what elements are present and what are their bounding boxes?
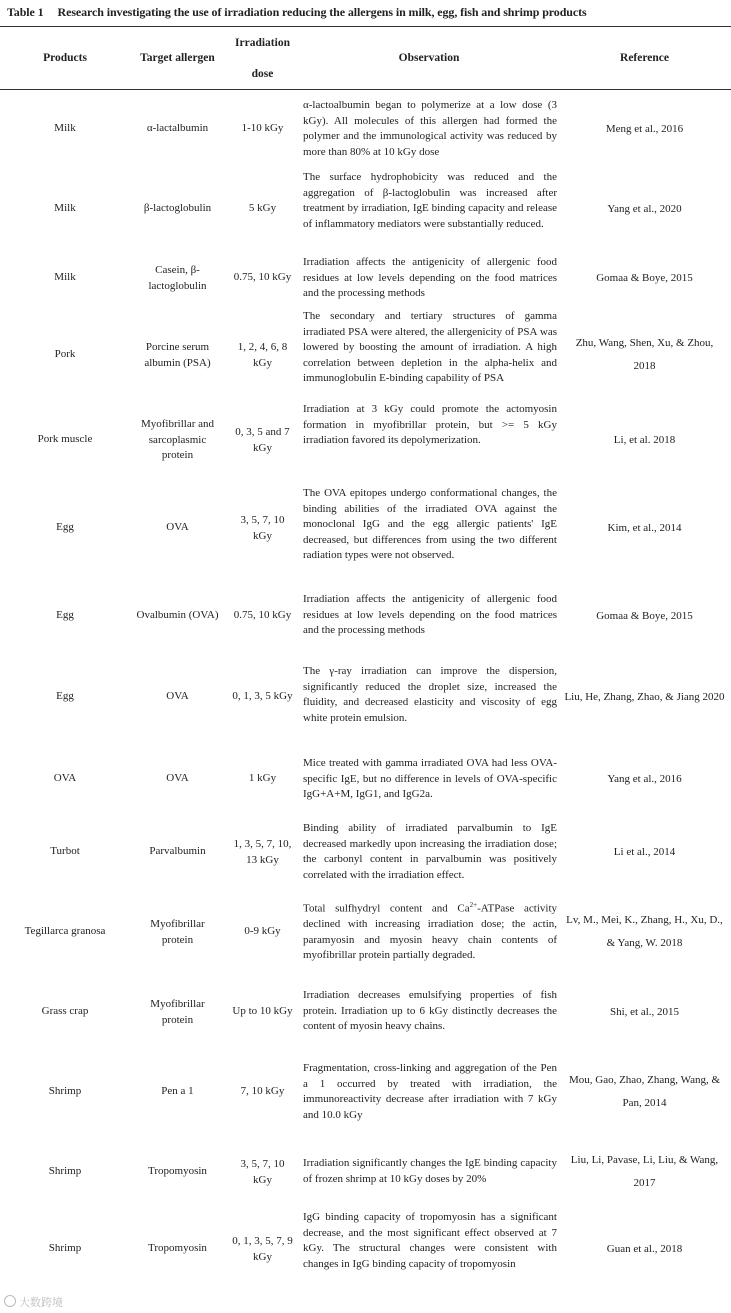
observation-cell: Irradiation at 3 kGy could promote the actomyosin formation in myofibrillar protein, but >= 5 kGy irradiation favored its depolymerization. [303, 403, 557, 446]
dose-cell: Up to 10 kGy [232, 1005, 293, 1017]
observation-cell: Irradiation affects the antigenicity of allergenic food residues at low levels depending on the food matrices and the processing methods [303, 256, 557, 299]
allergen-cell: Tropomyosin [148, 1165, 207, 1177]
allergen-cell: Casein, β-lactoglobulin [148, 264, 207, 292]
product-cell: Egg [56, 521, 74, 533]
dose-cell: 7, 10 kGy [240, 1085, 285, 1097]
reference-cell: Mou, Gao, Zhao, Zhang, Wang, & Pan, 2014 [568, 1074, 721, 1109]
product-cell: Pork muscle [37, 433, 93, 445]
reference-cell: Lv, M., Mei, K., Zhang, H., Xu, D., & Yang, W. 2018 [566, 914, 723, 949]
observation-cell: Irradiation decreases emulsifying properties of fish protein. Irradiation up to 6 kGy distinctly decreases the content of myosin heavy chains. [303, 989, 557, 1032]
header-dose-line1: Irradiation [235, 37, 290, 49]
header-target-allergen: Target allergen [140, 52, 215, 64]
allergen-cell: Pen a 1 [161, 1085, 194, 1097]
dose-cell: 0, 1, 3, 5, 7, 9 kGy [232, 1235, 293, 1263]
observation-cell: Mice treated with gamma irradiated OVA had less OVA-specific IgE, but no difference in levels of OVA-specific IgG+A+M, IgG1, and IgG2a. [303, 757, 557, 800]
dose-cell: 5 kGy [248, 202, 277, 214]
product-cell: Egg [56, 609, 74, 621]
header-dose-line2: dose [251, 68, 274, 80]
product-cell: OVA [53, 772, 77, 784]
dose-cell: 0.75, 10 kGy [233, 271, 292, 283]
observation-cell: The secondary and tertiary structures of gamma irradiated PSA were altered, the allergenicity of PSA was lowered by boosting the amount of irradiation. A high correlation between depletion in the alpha-helix and immunoglobulin E-binding capability of PSA [303, 310, 557, 384]
reference-cell: Gomaa & Boye, 2015 [596, 272, 693, 284]
product-cell: Turbot [50, 845, 80, 857]
reference-cell: Liu, He, Zhang, Zhao, & Jiang 2020 [564, 691, 725, 703]
allergen-cell: α-lactalbumin [146, 122, 209, 134]
dose-cell: 1, 2, 4, 6, 8 kGy [237, 341, 288, 369]
observation-cell: Binding ability of irradiated parvalbumin to IgE decreased markedly upon increasing the irradiation dose; the carbonyl content in parvalbumin was positively correlated with the irradiation effect. [303, 822, 557, 881]
allergen-cell: Myofibrillar protein [150, 918, 205, 946]
top-rule [0, 26, 731, 27]
product-cell: Shrimp [48, 1085, 82, 1097]
superscript: 2+ [469, 901, 478, 909]
allergen-cell: OVA [166, 690, 189, 702]
allergen-cell: Porcine serum albumin (PSA) [144, 341, 211, 369]
observation-cell: Irradiation affects the antigenicity of allergenic food residues at low levels depending on the food matrices and the processing methods [303, 593, 557, 636]
reference-cell: Li et al., 2014 [613, 846, 676, 858]
product-cell: Shrimp [48, 1242, 82, 1254]
table-label: Table 1 [7, 5, 44, 19]
reference-cell: Gomaa & Boye, 2015 [596, 610, 693, 622]
allergen-cell: OVA [166, 772, 189, 784]
reference-cell: Meng et al., 2016 [605, 123, 684, 135]
dose-cell: 0.75, 10 kGy [233, 609, 292, 621]
reference-cell: Liu, Li, Pavase, Li, Liu, & Wang, 2017 [570, 1154, 719, 1189]
observation-cell: Irradiation significantly changes the IgE binding capacity of frozen shrimp at 10 kGy doses by 20% [303, 1157, 557, 1185]
header-products: Products [43, 52, 87, 64]
observation-cell: The γ-ray irradiation can improve the dispersion, significantly reduced the droplet size, increased the fluidity, and decreased elasticity and viscosity of egg white protein emulsion. [303, 665, 557, 724]
dose-cell: 1-10 kGy [241, 122, 284, 134]
dose-cell: 3, 5, 7, 10 kGy [240, 514, 285, 542]
allergen-cell: Myofibrillar and sarcoplasmic protein [140, 418, 214, 461]
allergen-cell: Myofibrillar protein [150, 998, 205, 1026]
reference-cell: Kim, et al., 2014 [607, 522, 682, 534]
observation-cell: Total sulfhydryl content and $Ca^{2+}$-ATPase activity declined with increasing irradiation dose; the actin, paramyosin and myosin heavy chain contents of myofibrillar protein partially degraded. [303, 901, 557, 962]
dose-cell: 3, 5, 7, 10 kGy [240, 1158, 285, 1186]
reference-cell: Yang et al., 2020 [607, 203, 682, 215]
observation-cell: α-lactoalbumin began to polymerize at a low dose (3 kGy). All molecules of this allergen had formed the polymer and the immunological activity was reduced by more than 80% at 10 kGy dose [303, 99, 557, 158]
table-caption [7, 5, 587, 20]
product-cell: Pork [54, 348, 76, 360]
observation-cell: The OVA epitopes undergo conformational changes, the binding abilities of the irradiated OVA against the monoclonal IgG and the egg allergic patients' IgE decreased, but differences from using the two different radiation types were not observed. [303, 487, 557, 561]
product-cell: Tegillarca granosa [24, 925, 106, 937]
watermark-logo-icon [4, 1295, 16, 1307]
product-cell: Egg [56, 690, 74, 702]
observation-cell: The surface hydrophobicity was reduced and the aggregation of β-lactoglobulin was increased after treatment by irradiation, IgE binding capacity and release of inflammatory mediators were substantially reduced. [303, 171, 557, 230]
dose-cell: 1 kGy [248, 772, 277, 784]
reference-cell: Guan et al., 2018 [606, 1243, 683, 1255]
product-cell: Milk [54, 202, 76, 214]
allergen-cell: Tropomyosin [148, 1242, 207, 1254]
header-rule [0, 89, 731, 90]
dose-cell: 1, 3, 5, 7, 10, 13 kGy [233, 838, 292, 866]
table-title: Research investigating the use of irradiation reducing the allergens in milk, egg, fish and shrimp products [57, 5, 587, 19]
watermark-text: 大数跨境 [19, 1296, 63, 1309]
allergen-cell: OVA [166, 521, 189, 533]
reference-cell: Zhu, Wang, Shen, Xu, & Zhou, 2018 [575, 337, 714, 372]
product-cell: Milk [54, 271, 76, 283]
allergen-cell: Ovalbumin (OVA) [136, 609, 219, 621]
reference-cell: Shi, et al., 2015 [609, 1006, 680, 1018]
reference-cell: Yang et al., 2016 [607, 773, 682, 785]
watermark [4, 1294, 63, 1310]
reference-cell: Li, et al. 2018 [613, 434, 676, 446]
header-reference: Reference [620, 52, 669, 64]
observation-cell: Fragmentation, cross-linking and aggregation of the Pen a 1 occurred by treated with irradiation, the immunoreactivity decrease after irradiation with 7 kGy and 10.0 kGy [303, 1062, 557, 1121]
product-cell: Shrimp [48, 1165, 82, 1177]
dose-cell: 0, 1, 3, 5 kGy [232, 690, 293, 702]
dose-cell: 0, 3, 5 and 7 kGy [235, 426, 290, 454]
product-cell: Grass crap [41, 1005, 89, 1017]
dose-cell: 0-9 kGy [244, 925, 281, 937]
allergen-cell: Parvalbumin [149, 845, 206, 857]
header-observation: Observation [398, 52, 460, 64]
allergen-cell: β-lactoglobulin [143, 202, 212, 214]
product-cell: Milk [54, 122, 76, 134]
observation-cell: IgG binding capacity of tropomyosin has a significant decrease, and the most significant effect observed at 7 kGy. The structural changes were consistent with changes in IgG binding capacity of tropomyosin [303, 1211, 557, 1270]
